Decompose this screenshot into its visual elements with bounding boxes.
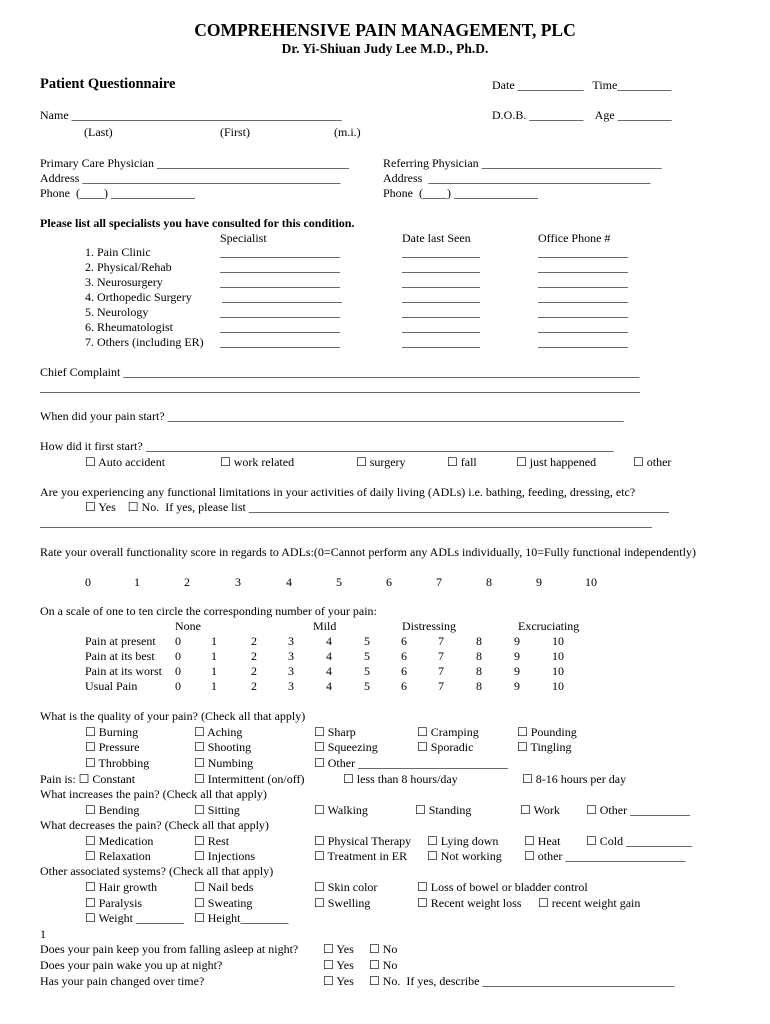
adl-yes-no[interactable]: ☐ Yes ☐ No. If yes, please list ______________________________________________________________________ — [85, 500, 669, 514]
level-distressing: Distressing — [402, 619, 456, 633]
pain-score-option[interactable]: 4 — [326, 649, 332, 663]
pain-score-option[interactable]: 8 — [476, 664, 482, 678]
checkbox-change-no[interactable]: ☐ No. If yes, describe ________________________________ — [369, 974, 675, 988]
checkbox-work-related[interactable]: ☐ work related — [220, 455, 295, 469]
pain-score-option[interactable]: 10 — [552, 649, 564, 663]
pain-score-option[interactable]: 6 — [401, 634, 407, 648]
checkbox-other[interactable]: ☐ other — [633, 455, 672, 469]
adl-list-line[interactable]: ______________________________________________________________________________________________________ — [40, 515, 652, 529]
pain-score-option[interactable]: 2 — [251, 679, 257, 693]
referring-physician-field[interactable]: Referring Physician ______________________________ — [383, 156, 662, 170]
page-number: 1 — [40, 927, 46, 941]
functionality-score[interactable]: 0 — [85, 575, 91, 589]
pain-score-option[interactable]: 7 — [438, 649, 444, 663]
pain-score-option[interactable]: 6 — [401, 664, 407, 678]
pain-score-option[interactable]: 5 — [364, 649, 370, 663]
pain-score-option[interactable]: 8 — [476, 679, 482, 693]
pain-score-option[interactable]: 1 — [211, 679, 217, 693]
pain-scale-question: On a scale of one to ten circle the corresponding number of your pain: — [40, 604, 377, 618]
pcp-field[interactable]: Primary Care Physician ________________________________ — [40, 156, 349, 170]
referring-address-field[interactable]: Address _____________________________________ — [383, 171, 651, 185]
specialist-blank[interactable]: ____________________ — [220, 320, 340, 334]
specialist-blank[interactable]: ____________________ — [220, 275, 340, 289]
functionality-score[interactable]: 4 — [286, 575, 292, 589]
specialist-item: 1. Pain Clinic — [85, 245, 151, 259]
checkbox-burning[interactable]: ☐ Burning — [85, 725, 139, 739]
checkbox-aching[interactable]: ☐ Aching — [194, 725, 243, 739]
pain-row-label: Pain at its worst — [85, 664, 162, 678]
pain-score-option[interactable]: 5 — [364, 634, 370, 648]
checkbox-injections[interactable]: ☐ Injections — [194, 849, 256, 863]
clinic-title: COMPREHENSIVE PAIN MANAGEMENT, PLC — [194, 20, 576, 40]
associated-question: Other associated systems? (Check all that apply) — [40, 864, 274, 878]
checkbox-wake-no[interactable]: ☐ No — [369, 958, 398, 972]
checkbox-sitting[interactable]: ☐ Sitting — [194, 803, 240, 817]
pain-score-option[interactable]: 10 — [552, 634, 564, 648]
checkbox-numbing[interactable]: ☐ Numbing — [194, 756, 254, 770]
functionality-question: Rate your overall functionality score in regards to ADLs:(0=Cannot perform any ADLs individually, 10=Fully functional independently) — [40, 545, 696, 559]
office-phone-blank[interactable]: _______________ — [538, 245, 628, 259]
checkbox-8-16-hours[interactable]: ☐ 8-16 hours per day — [522, 772, 627, 786]
pain-score-option[interactable]: 0 — [175, 679, 181, 693]
checkbox-paralysis[interactable]: ☐ Paralysis — [85, 896, 143, 910]
pain-score-option[interactable]: 2 — [251, 634, 257, 648]
checkbox-weight-loss[interactable]: ☐ Recent weight loss — [417, 896, 522, 910]
pain-score-option[interactable]: 9 — [514, 679, 520, 693]
checkbox-fall[interactable]: ☐ fall — [447, 455, 477, 469]
specialist-header: Specialist — [220, 231, 267, 245]
functionality-score[interactable]: 8 — [486, 575, 492, 589]
checkbox-sweating[interactable]: ☐ Sweating — [194, 896, 253, 910]
name-mi-label: (m.i.) — [334, 125, 361, 139]
pain-row-label: Pain at its best — [85, 649, 155, 663]
checkbox-bowel-bladder[interactable]: ☐ Loss of bowel or bladder control — [417, 880, 588, 894]
adl-question: Are you experiencing any functional limitations in your activities of daily living (ADLs) i.e. bathing, feeding, dressing, etc? — [40, 485, 636, 499]
chief-complaint-field[interactable]: Chief Complaint ______________________________________________________________________________________ — [40, 365, 640, 379]
pain-score-option[interactable]: 3 — [288, 679, 294, 693]
pain-score-option[interactable]: 1 — [211, 649, 217, 663]
level-excruciating: Excruciating — [518, 619, 580, 633]
pain-score-option[interactable]: 7 — [438, 679, 444, 693]
checkbox-squeezing[interactable]: ☐ Squeezing — [314, 740, 378, 754]
checkbox-height[interactable]: ☐ Height________ — [194, 911, 289, 925]
pain-score-option[interactable]: 0 — [175, 664, 181, 678]
quality-question: What is the quality of your pain? (Check all that apply) — [40, 709, 306, 723]
checkbox-nail-beds[interactable]: ☐ Nail beds — [194, 880, 254, 894]
pain-score-option[interactable]: 9 — [514, 664, 520, 678]
functionality-score[interactable]: 7 — [436, 575, 442, 589]
office-phone-blank[interactable]: _______________ — [538, 335, 628, 349]
pain-row-label: Usual Pain — [85, 679, 138, 693]
checkbox-sporadic[interactable]: ☐ Sporadic — [417, 740, 474, 754]
checkbox-weight-gain[interactable]: ☐ recent weight gain — [538, 896, 641, 910]
pain-score-option[interactable]: 4 — [326, 664, 332, 678]
pain-score-option[interactable]: 0 — [175, 634, 181, 648]
pain-score-option[interactable]: 3 — [288, 634, 294, 648]
pain-score-option[interactable]: 10 — [552, 664, 564, 678]
checkbox-sleep-no[interactable]: ☐ No — [369, 942, 398, 956]
office-phone-blank[interactable]: _______________ — [538, 260, 628, 274]
checkbox-increase-other[interactable]: ☐ Other __________ — [586, 803, 691, 817]
checkbox-sleep-yes[interactable]: ☐ Yes — [323, 942, 354, 956]
functionality-score[interactable]: 10 — [585, 575, 597, 589]
specialist-item: 6. Rheumatologist — [85, 320, 173, 334]
checkbox-rest[interactable]: ☐ Rest — [194, 834, 230, 848]
checkbox-swelling[interactable]: ☐ Swelling — [314, 896, 371, 910]
office-phone-blank[interactable]: _______________ — [538, 305, 628, 319]
specialist-blank[interactable]: ____________________ — [220, 335, 340, 349]
sleep-question-1: Does your pain keep you from falling asleep at night? — [40, 942, 299, 956]
checkbox-change-yes[interactable]: ☐ Yes — [323, 974, 354, 988]
specialist-item: 2. Physical/Rehab — [85, 260, 172, 274]
pain-score-option[interactable]: 7 — [438, 664, 444, 678]
increases-question: What increases the pain? (Check all that apply) — [40, 787, 267, 801]
level-none: None — [175, 619, 201, 633]
pcp-phone-field[interactable]: Phone (____) ______________ — [40, 186, 195, 200]
specialist-blank[interactable]: ____________________ — [222, 290, 342, 304]
decreases-question: What decreases the pain? (Check all that apply) — [40, 818, 269, 832]
pain-score-option[interactable]: 0 — [175, 649, 181, 663]
pain-score-option[interactable]: 5 — [364, 664, 370, 678]
date-seen-blank[interactable]: _____________ — [402, 275, 480, 289]
specialist-blank[interactable]: ____________________ — [220, 245, 340, 259]
checkbox-lying-down[interactable]: ☐ Lying down — [427, 834, 499, 848]
date-seen-blank[interactable]: _____________ — [402, 245, 480, 259]
pain-score-option[interactable]: 6 — [401, 649, 407, 663]
checkbox-surgery[interactable]: ☐ surgery — [356, 455, 406, 469]
chief-complaint-line2[interactable]: ____________________________________________________________________________________________________ — [40, 380, 640, 394]
pain-score-option[interactable]: 1 — [211, 634, 217, 648]
checkbox-quality-other[interactable]: ☐ Other _________________________ — [314, 756, 509, 770]
change-question: Has your pain changed over time? — [40, 974, 205, 988]
checkbox-standing[interactable]: ☐ Standing — [415, 803, 472, 817]
specialist-item: 5. Neurology — [85, 305, 149, 319]
referring-phone-field[interactable]: Phone (____) ______________ — [383, 186, 538, 200]
form-title: Patient Questionnaire — [40, 76, 176, 92]
checkbox-constant[interactable]: Pain is: ☐ Constant — [40, 772, 136, 786]
date-seen-blank[interactable]: _____________ — [402, 335, 480, 349]
checkbox-wake-yes[interactable]: ☐ Yes — [323, 958, 354, 972]
date-seen-blank[interactable]: _____________ — [402, 260, 480, 274]
checkbox-not-working[interactable]: ☐ Not working — [427, 849, 502, 863]
sleep-question-2: Does your pain wake you up at night? — [40, 958, 223, 972]
checkbox-weight[interactable]: ☐ Weight ________ — [85, 911, 184, 925]
functionality-score[interactable]: 9 — [536, 575, 542, 589]
checkbox-skin-color[interactable]: ☐ Skin color — [314, 880, 378, 894]
date-seen-blank[interactable]: _____________ — [402, 305, 480, 319]
how-start-field[interactable]: How did it first start? ______________________________________________________________________________ — [40, 439, 614, 453]
specialist-blank[interactable]: ____________________ — [220, 260, 340, 274]
checkbox-cold[interactable]: ☐ Cold ___________ — [586, 834, 693, 848]
office-phone-header: Office Phone # — [538, 231, 611, 245]
pain-score-option[interactable]: 5 — [364, 679, 370, 693]
checkbox-medication[interactable]: ☐ Medication — [85, 834, 154, 848]
checkbox-tingling[interactable]: ☐ Tingling — [517, 740, 572, 754]
office-phone-blank[interactable]: _______________ — [538, 290, 628, 304]
name-last-label: (Last) — [84, 125, 113, 139]
checkbox-decrease-other[interactable]: ☐ other ____________________ — [524, 849, 686, 863]
pain-score-option[interactable]: 8 — [476, 634, 482, 648]
checkbox-heat[interactable]: ☐ Heat — [524, 834, 561, 848]
date-seen-blank[interactable]: _____________ — [402, 290, 480, 304]
checkbox-bending[interactable]: ☐ Bending — [85, 803, 140, 817]
checkbox-less-8-hours[interactable]: ☐ less than 8 hours/day — [343, 772, 458, 786]
functionality-score[interactable]: 6 — [386, 575, 392, 589]
functionality-score[interactable]: 5 — [336, 575, 342, 589]
specialist-item: 7. Others (including ER) — [85, 335, 204, 349]
pain-score-option[interactable]: 8 — [476, 649, 482, 663]
checkbox-just-happened[interactable]: ☐ just happened — [516, 455, 597, 469]
checkbox-pounding[interactable]: ☐ Pounding — [517, 725, 577, 739]
pain-score-option[interactable]: 10 — [552, 679, 564, 693]
pain-row-label: Pain at present — [85, 634, 156, 648]
pain-score-option[interactable]: 4 — [326, 634, 332, 648]
office-phone-blank[interactable]: _______________ — [538, 320, 628, 334]
specialist-item: 4. Orthopedic Surgery — [85, 290, 192, 304]
checkbox-treatment-er[interactable]: ☐ Treatment in ER — [314, 849, 408, 863]
doctor-name: Dr. Yi-Shiuan Judy Lee M.D., Ph.D. — [281, 41, 489, 56]
pain-score-option[interactable]: 9 — [514, 649, 520, 663]
checkbox-intermittent[interactable]: ☐ Intermittent (on/off) — [194, 772, 305, 786]
level-mild: Mild — [313, 619, 337, 633]
functionality-score[interactable]: 1 — [134, 575, 140, 589]
checkbox-pressure[interactable]: ☐ Pressure — [85, 740, 140, 754]
date-seen-header: Date last Seen — [402, 231, 471, 245]
pain-score-option[interactable]: 4 — [326, 679, 332, 693]
dob-age-field[interactable]: D.O.B. _________ Age _________ — [492, 108, 672, 122]
checkbox-walking[interactable]: ☐ Walking — [314, 803, 368, 817]
pain-score-option[interactable]: 2 — [251, 664, 257, 678]
checkbox-work[interactable]: ☐ Work — [520, 803, 560, 817]
functionality-score[interactable]: 3 — [235, 575, 241, 589]
pain-score-option[interactable]: 3 — [288, 664, 294, 678]
pain-score-option[interactable]: 2 — [251, 649, 257, 663]
checkbox-auto-accident[interactable]: ☐ Auto accident — [85, 455, 166, 469]
pain-score-option[interactable]: 6 — [401, 679, 407, 693]
pain-score-option[interactable]: 7 — [438, 634, 444, 648]
pain-start-field[interactable]: When did your pain start? ____________________________________________________________________________ — [40, 409, 624, 423]
checkbox-relaxation[interactable]: ☐ Relaxation — [85, 849, 151, 863]
specialists-prompt: Please list all specialists you have consulted for this condition. — [40, 216, 355, 230]
functionality-score[interactable]: 2 — [184, 575, 190, 589]
pain-score-option[interactable]: 3 — [288, 649, 294, 663]
specialist-item: 3. Neurosurgery — [85, 275, 163, 289]
pcp-address-field[interactable]: Address ___________________________________________ — [40, 171, 341, 185]
name-first-label: (First) — [220, 125, 250, 139]
checkbox-hair-growth[interactable]: ☐ Hair growth — [85, 880, 158, 894]
office-phone-blank[interactable]: _______________ — [538, 275, 628, 289]
checkbox-physical-therapy[interactable]: ☐ Physical Therapy — [314, 834, 412, 848]
checkbox-cramping[interactable]: ☐ Cramping — [417, 725, 479, 739]
pain-score-option[interactable]: 9 — [514, 634, 520, 648]
name-field[interactable]: Name _____________________________________________ — [40, 108, 342, 122]
pain-score-option[interactable]: 1 — [211, 664, 217, 678]
date-seen-blank[interactable]: _____________ — [402, 320, 480, 334]
checkbox-sharp[interactable]: ☐ Sharp — [314, 725, 356, 739]
checkbox-throbbing[interactable]: ☐ Throbbing — [85, 756, 150, 770]
checkbox-shooting[interactable]: ☐ Shooting — [194, 740, 252, 754]
date-time-field[interactable]: Date ___________ Time_________ — [492, 78, 672, 92]
specialist-blank[interactable]: ____________________ — [220, 305, 340, 319]
